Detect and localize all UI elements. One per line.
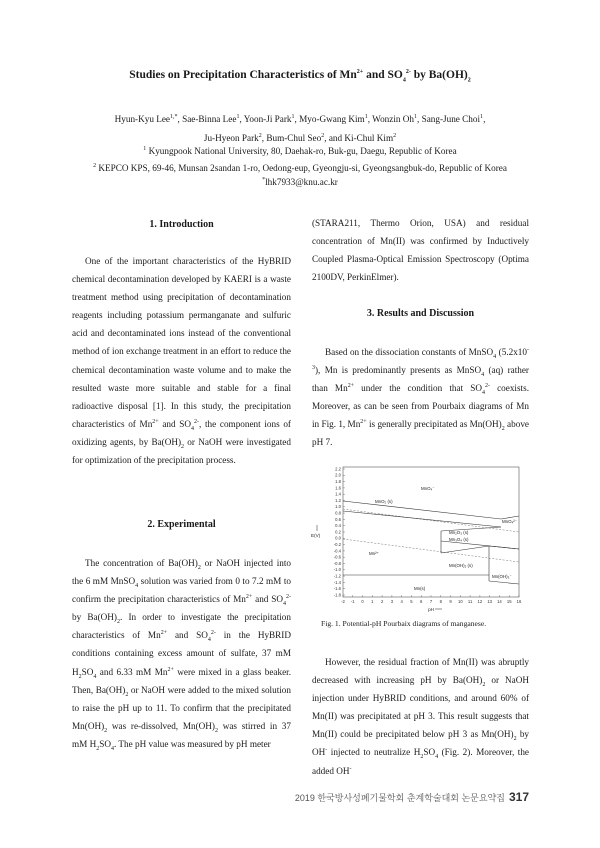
y-tick-label: -1.4 — [333, 579, 341, 585]
experimental-paragraph: The concentration of $Ba(OH)_2$ or NaOH injected into the 6 mM MnSO$_4$ solution was varied from 0 to 7.2 mM to confirm the precipitation characteristics of $Mn^{2+}$ and $SO_4^{2-}$ by $Ba(OH)_2$. In order to investigate the precipitation characteristics of $Mn^{2+}$ and $SO_4^{2-}$ in the HyBRID conditions containing excess amount of sulfate, 37 mM $H_2SO_4$ and 6.33 mM $Mn^{2+}$ were mixed in a glass beaker. Then, $Ba(OH)_2$ or NaOH were added to the mixed solution to raise the pH up to 11. To confirm that the precipitated $Mn(OH)_2$ was re-dissolved, $Mn(OH)_2$ was stirred in 37 mM $H_2SO_4$. The pH value was measured by pH meter — [72, 558, 292, 752]
label-mno4: MnO₄⁻ — [421, 486, 435, 491]
section-heading-results: 3. Results and Discussion — [366, 308, 475, 319]
experimental-paragraph-continued: (STARA211, Thermo Orion, USA) and residual concentration of Mn(II) was confirmed by Inductively Coupled Plasma-Optical Emission Spectroscopy (Optima 2100DV, PerkinElmer). — [312, 218, 529, 283]
y-tick-label: -0.4 — [333, 548, 341, 554]
x-tick-label: 6 — [420, 599, 423, 604]
x-tick-label: 11 — [467, 599, 473, 604]
paper-title: Studies on Precipitation Characteristics of $Mn^{2+}$ and $SO_4^{2-}$ by $Ba(OH)_2$ — [129, 69, 471, 84]
label-mn2plus: Mn²⁺ — [369, 551, 379, 556]
affiliation-2: $^2$ KEPCO KPS, 69-46, Munsan 2sandan 1-ro, Oedong-eup, Gyeongju-si, Gyeongsangbuk-do, Republic of Korea — [93, 162, 507, 173]
x-tick-label: 5 — [410, 599, 413, 604]
y-tick-label: 0.8 — [335, 510, 341, 516]
corresponding-email[interactable]: *lhk7933@knu.ac.kr — [262, 176, 338, 187]
introduction-paragraph: One of the important characteristics of the HyBRID chemical decontamination developed by KAERI is a waste treatment method using precipitation of decontamination reagents including potassium permanganate and sulfuric acid and decontaminated ions instead of the conventional method of ion exchange treatment in an effort to reduce the chemical decontamination waste volume and to make the resulted waste more suitable and stable for a final radioactive disposal [1]. In this study, the precipitation characteristics of $Mn^{2+}$ and $SO_4^{2-}$, the component ions of oxidizing agents, by $Ba(OH)_2$ or NaOH were investigated for optimization of the precipitation process. — [72, 256, 291, 466]
x-tick-label: 3 — [390, 599, 394, 604]
affiliation-1: $^1$ Kyungpook National University, 80, Daehak-ro, Buk-gu, Daegu, Republic of Korea — [143, 145, 457, 156]
proceedings-title: 2019 한국방사성폐기물학회 춘계학술대회 논문요약집 — [294, 793, 505, 803]
y-tick-label: -1.2 — [333, 573, 341, 579]
x-tick-label: 16 — [516, 599, 522, 604]
y-tick-label: 1.0 — [335, 504, 341, 510]
y-tick-label: -0.6 — [333, 554, 341, 560]
label-mno42: MnO₄²⁻ — [502, 519, 518, 524]
x-tick-label: 7 — [429, 599, 433, 604]
y-tick-label: 1.2 — [335, 497, 341, 503]
x-tick-label: 8 — [439, 599, 442, 604]
x-tick-label: 9 — [449, 599, 452, 604]
y-tick-label: 0.4 — [335, 523, 341, 529]
y-tick-label: -0.8 — [333, 560, 341, 566]
y-tick-label: 1.6 — [335, 485, 341, 491]
x-tick-label: -2 — [341, 599, 345, 604]
figure-caption: Fig. 1. Potential-pH Pourbaix diagrams of manganese. — [321, 619, 487, 628]
y-tick-label: -1.0 — [333, 567, 341, 573]
page-footer — [295, 790, 529, 804]
page-number: 317 — [508, 790, 529, 804]
x-tick-label: 14 — [497, 599, 502, 604]
x-tick-label: 10 — [457, 599, 463, 604]
label-mn3o4: Mn₃O₄ (s) — [449, 537, 469, 542]
y-tick-label: 1.8 — [335, 479, 341, 484]
label-mno2: MnO₂ (s) — [375, 499, 393, 504]
x-tick-label: 2 — [380, 599, 384, 604]
x-tick-label: 0 — [361, 599, 364, 604]
y-tick-label: 0.2 — [335, 529, 341, 535]
results-paragraph-2: However, the residual fraction of Mn(II) was abruptly decreased with increasing pH by $Ba(OH)_2$ or NaOH injection under HyBRID conditions, and around 60% of Mn(II) was precipitated at pH 3. This result suggests that Mn(II) could be precipitated below pH 3 as $Mn(OH)_2$ by OH- injected to neutralize $H_2SO_4$ (Fig. 2). Moreover, the added OH- — [312, 657, 530, 776]
author-list: Hyun-Kyu Lee$^{1,*}$, Sae-Binna Lee$^1$, Yoon-Ji Park$^1$, Myo-Gwang Kim$^1$, Wonzin Oh$^1$, Sang-June Choi$^1$, Ju-Hyeon Park$^2$, Bum-Chul Seo$^2$, and Ki-Chul Kim$^2$ — [114, 113, 486, 143]
y-axis-title: E(V) — [311, 533, 321, 538]
x-axis-title: pH — [428, 607, 434, 612]
y-tick-label: -1.8 — [333, 592, 341, 598]
x-tick-label: -1 — [350, 599, 355, 604]
label-mn2o3: Mn₂O₃ (s) — [449, 530, 469, 535]
x-tick-label: 15 — [506, 599, 512, 604]
results-paragraph-1: Based on the dissociation constants of MnSO$_4$ $(5.2x10^{-3})$, Mn is predominantly presents as MnSO$_4$ (aq) rather than $Mn^{2+}$ under the condition that $SO_4^{2-}$ coexists. Moreover, as can be seen from Pourbaix diagrams of Mn in Fig. 1, $Mn^{2+}$ is generally precipitated as $Mn(OH)_2$ above pH 7. — [312, 346, 529, 448]
label-mnoh3: Mn(OH)₃⁻ — [492, 574, 512, 579]
x-tick-label: 4 — [400, 599, 403, 604]
y-tick-label: 2.0 — [335, 472, 341, 478]
pourbaix-diagram — [309, 463, 529, 613]
y-tick-label: -0.2 — [333, 542, 341, 547]
x-tick-label: 13 — [487, 599, 493, 604]
y-tick-label: 2.2 — [335, 466, 341, 472]
section-heading-experimental: 2. Experimental — [147, 519, 216, 530]
y-tick-label: 0.6 — [335, 516, 341, 522]
y-tick-label: 0.0 — [335, 535, 341, 541]
x-tick-label: 12 — [477, 599, 483, 604]
y-tick-label: 1.4 — [335, 491, 341, 497]
label-mn-metal: Mn(s) — [414, 586, 426, 591]
section-heading-introduction: 1. Introduction — [149, 219, 214, 230]
label-mnoh2: Mn(OH)₂ (s) — [449, 563, 473, 568]
x-tick-label: 1 — [371, 599, 374, 604]
y-tick-label: -1.6 — [333, 586, 341, 592]
